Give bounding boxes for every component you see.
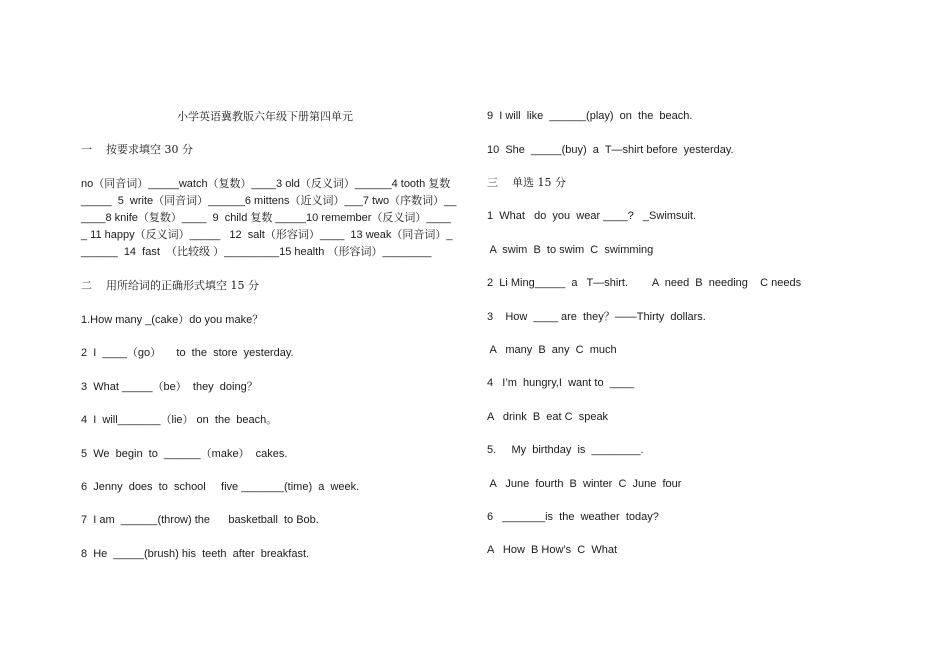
question-5: 5 We begin to ______（make） cakes. xyxy=(81,448,288,460)
question-8: 8 He _____(brush) his teeth after breakfast. xyxy=(81,548,310,560)
mc-options-6: A How B How’s C What xyxy=(487,544,618,556)
mc-question-2: 2 Li Ming_____ a T—shirt. A need B needing C needs xyxy=(487,277,802,289)
section-1-heading: 一 按要求填空 30 分 xyxy=(81,143,193,156)
question-10: 10 She _____(buy) a T—shirt before yesterday. xyxy=(487,144,734,156)
mc-options-3: A many B any C much xyxy=(487,344,617,356)
mc-question-6: 6 _______is the weather today? xyxy=(487,511,659,523)
mc-options-5: A June fourth B winter C June four xyxy=(487,478,682,490)
question-3: 3 What _____（be） they doing？ xyxy=(81,381,258,393)
section-3-heading: 三 单选 15 分 xyxy=(487,176,566,189)
question-7: 7 I am ______(throw) the basketball to Bob. xyxy=(81,514,319,526)
question-4: 4 I will_______（lie） on the beach。 xyxy=(81,414,278,426)
mc-question-4: 4 I’m hungry,I want to ____ xyxy=(487,377,635,389)
question-6: 6 Jenny does to school five _______(time) a week. xyxy=(81,481,360,493)
fill-line-4: _ 11 happy（反义词）_____ 12 salt（形容词）____ 13 weak（同音词）_ xyxy=(81,229,453,241)
mc-options-1: A swim B to swim C swimming xyxy=(487,244,654,256)
mc-question-3: 3 How ____ are they？——Thirty dollars. xyxy=(487,311,706,323)
fill-line-2: _____ 5 write（同音词）______6 mittens（近义词）___7 two（序数词）__ xyxy=(81,195,457,207)
fill-line-1: no（同音词）_____watch（复数）____3 old（反义词）______4 tooth 复数 xyxy=(81,178,451,190)
worksheet-title: 小学英语冀教版六年级下册第四单元 xyxy=(177,110,353,123)
question-1: 1.How many _(cake）do you make？ xyxy=(81,314,264,326)
mc-options-4: A drink B eat C speak xyxy=(487,411,609,423)
fill-line-5: ______ 14 fast （比较级 ）_________15 health （形容词）________ xyxy=(81,246,432,258)
mc-question-5: 5. My birthday is ________. xyxy=(487,444,644,456)
fill-line-3: ____8 knife（复数）____ 9 child 复数 _____10 remember（反义词）____ xyxy=(81,212,451,224)
section-2-heading: 二 用所给词的正确形式填空 15 分 xyxy=(81,279,259,292)
question-2: 2 I ____（go） to the store yesterday. xyxy=(81,347,294,359)
mc-question-1: 1 What do you wear ____? _Swimsuit. xyxy=(487,210,697,222)
question-9: 9 I will like ______(play) on the beach. xyxy=(487,110,693,122)
